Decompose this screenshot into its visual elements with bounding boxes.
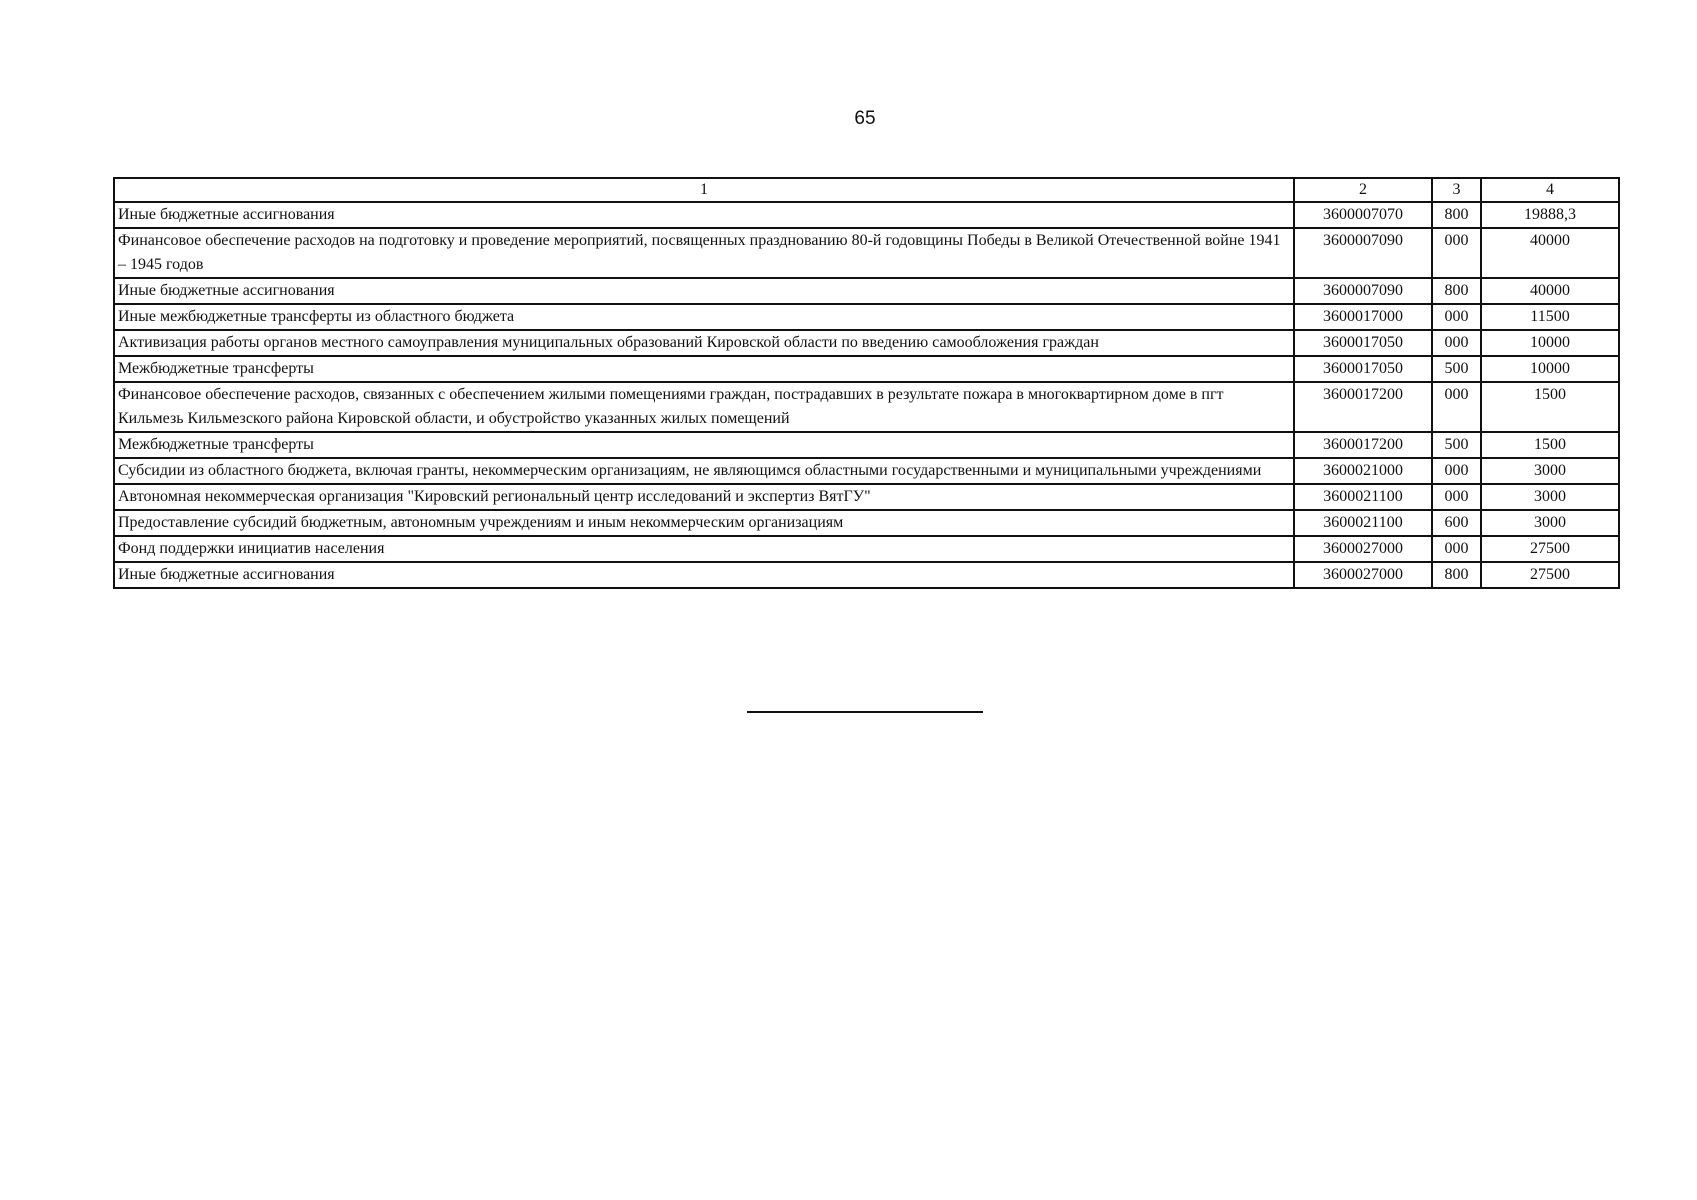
row-sum-cell: 40000 bbox=[1481, 228, 1619, 278]
row-sum-cell: 27500 bbox=[1481, 562, 1619, 588]
row-type-cell: 500 bbox=[1432, 356, 1481, 382]
end-rule bbox=[747, 711, 983, 713]
row-code-cell: 3600017050 bbox=[1294, 356, 1432, 382]
row-type-cell: 600 bbox=[1432, 510, 1481, 536]
row-name-cell: Фонд поддержки инициатив населения bbox=[114, 536, 1294, 562]
table-row bbox=[114, 228, 1619, 278]
table-row bbox=[114, 330, 1619, 356]
row-name-cell: Активизация работы органов местного самоуправления муниципальных образований Кировской области по введению самообложения граждан bbox=[114, 330, 1294, 356]
row-name-cell: Иные межбюджетные трансферты из областного бюджета bbox=[114, 304, 1294, 330]
row-sum-cell: 11500 bbox=[1481, 304, 1619, 330]
table-row bbox=[114, 304, 1619, 330]
header-col-4: 4 bbox=[1481, 178, 1619, 202]
row-sum-cell: 40000 bbox=[1481, 278, 1619, 304]
table-row bbox=[114, 356, 1619, 382]
row-type-cell: 000 bbox=[1432, 536, 1481, 562]
row-sum-cell: 3000 bbox=[1481, 458, 1619, 484]
row-code-cell: 3600027000 bbox=[1294, 562, 1432, 588]
row-code-cell: 3600007090 bbox=[1294, 228, 1432, 278]
row-code-cell: 3600021100 bbox=[1294, 484, 1432, 510]
row-code-cell: 3600021000 bbox=[1294, 458, 1432, 484]
row-sum-cell: 3000 bbox=[1481, 510, 1619, 536]
table-row bbox=[114, 484, 1619, 510]
row-code-cell: 3600017050 bbox=[1294, 330, 1432, 356]
row-sum-cell: 10000 bbox=[1481, 330, 1619, 356]
row-name-cell: Автономная некоммерческая организация "Кировский региональный центр исследований и экспертиз ВятГУ" bbox=[114, 484, 1294, 510]
row-code-cell: 3600017200 bbox=[1294, 432, 1432, 458]
row-type-cell: 000 bbox=[1432, 330, 1481, 356]
table-row bbox=[114, 562, 1619, 588]
row-sum-cell: 1500 bbox=[1481, 382, 1619, 432]
row-sum-cell: 27500 bbox=[1481, 536, 1619, 562]
row-type-cell: 000 bbox=[1432, 304, 1481, 330]
row-type-cell: 800 bbox=[1432, 202, 1481, 228]
row-name-cell: Субсидии из областного бюджета, включая гранты, некоммерческим организациям, не являющимся областными государственными и муниципальными учреждениями bbox=[114, 458, 1294, 484]
row-code-cell: 3600007070 bbox=[1294, 202, 1432, 228]
table-row bbox=[114, 278, 1619, 304]
table-row bbox=[114, 510, 1619, 536]
row-type-cell: 000 bbox=[1432, 382, 1481, 432]
table-row bbox=[114, 382, 1619, 432]
row-name-cell: Предоставление субсидий бюджетным, автономным учреждениям и иным некоммерческим организациям bbox=[114, 510, 1294, 536]
table-row bbox=[114, 202, 1619, 228]
row-sum-cell: 10000 bbox=[1481, 356, 1619, 382]
table-header bbox=[114, 178, 1619, 202]
row-name-cell: Иные бюджетные ассигнования bbox=[114, 562, 1294, 588]
row-code-cell: 3600017200 bbox=[1294, 382, 1432, 432]
row-type-cell: 000 bbox=[1432, 484, 1481, 510]
row-name-cell: Иные бюджетные ассигнования bbox=[114, 202, 1294, 228]
row-code-cell: 3600017000 bbox=[1294, 304, 1432, 330]
budget-table bbox=[113, 177, 1620, 589]
row-name-cell: Межбюджетные трансферты bbox=[114, 356, 1294, 382]
row-type-cell: 500 bbox=[1432, 432, 1481, 458]
row-name-cell: Иные бюджетные ассигнования bbox=[114, 278, 1294, 304]
row-type-cell: 800 bbox=[1432, 278, 1481, 304]
row-code-cell: 3600021100 bbox=[1294, 510, 1432, 536]
row-sum-cell: 1500 bbox=[1481, 432, 1619, 458]
header-row bbox=[114, 178, 1619, 202]
row-type-cell: 000 bbox=[1432, 228, 1481, 278]
row-name-cell: Финансовое обеспечение расходов, связанных с обеспечением жилыми помещениями граждан, пострадавших в результате пожара в многоквартирном доме в пгт Кильмезь Кильмезского района Кировской области, и обустройство указанных жилых помещений bbox=[114, 382, 1294, 432]
table-row bbox=[114, 458, 1619, 484]
header-col-1: 1 bbox=[114, 178, 1294, 202]
page-number: 65 bbox=[854, 108, 876, 129]
table-row bbox=[114, 432, 1619, 458]
row-type-cell: 800 bbox=[1432, 562, 1481, 588]
row-name-cell: Финансовое обеспечение расходов на подготовку и проведение мероприятий, посвященных празднованию 80-й годовщины Победы в Великой Отечественной войне 1941 – 1945 годов bbox=[114, 228, 1294, 278]
row-code-cell: 3600027000 bbox=[1294, 536, 1432, 562]
row-code-cell: 3600007090 bbox=[1294, 278, 1432, 304]
row-type-cell: 000 bbox=[1432, 458, 1481, 484]
row-sum-cell: 19888,3 bbox=[1481, 202, 1619, 228]
row-sum-cell: 3000 bbox=[1481, 484, 1619, 510]
row-name-cell: Межбюджетные трансферты bbox=[114, 432, 1294, 458]
header-col-3: 3 bbox=[1432, 178, 1481, 202]
header-col-2: 2 bbox=[1294, 178, 1432, 202]
table-row bbox=[114, 536, 1619, 562]
table-body bbox=[114, 202, 1619, 588]
